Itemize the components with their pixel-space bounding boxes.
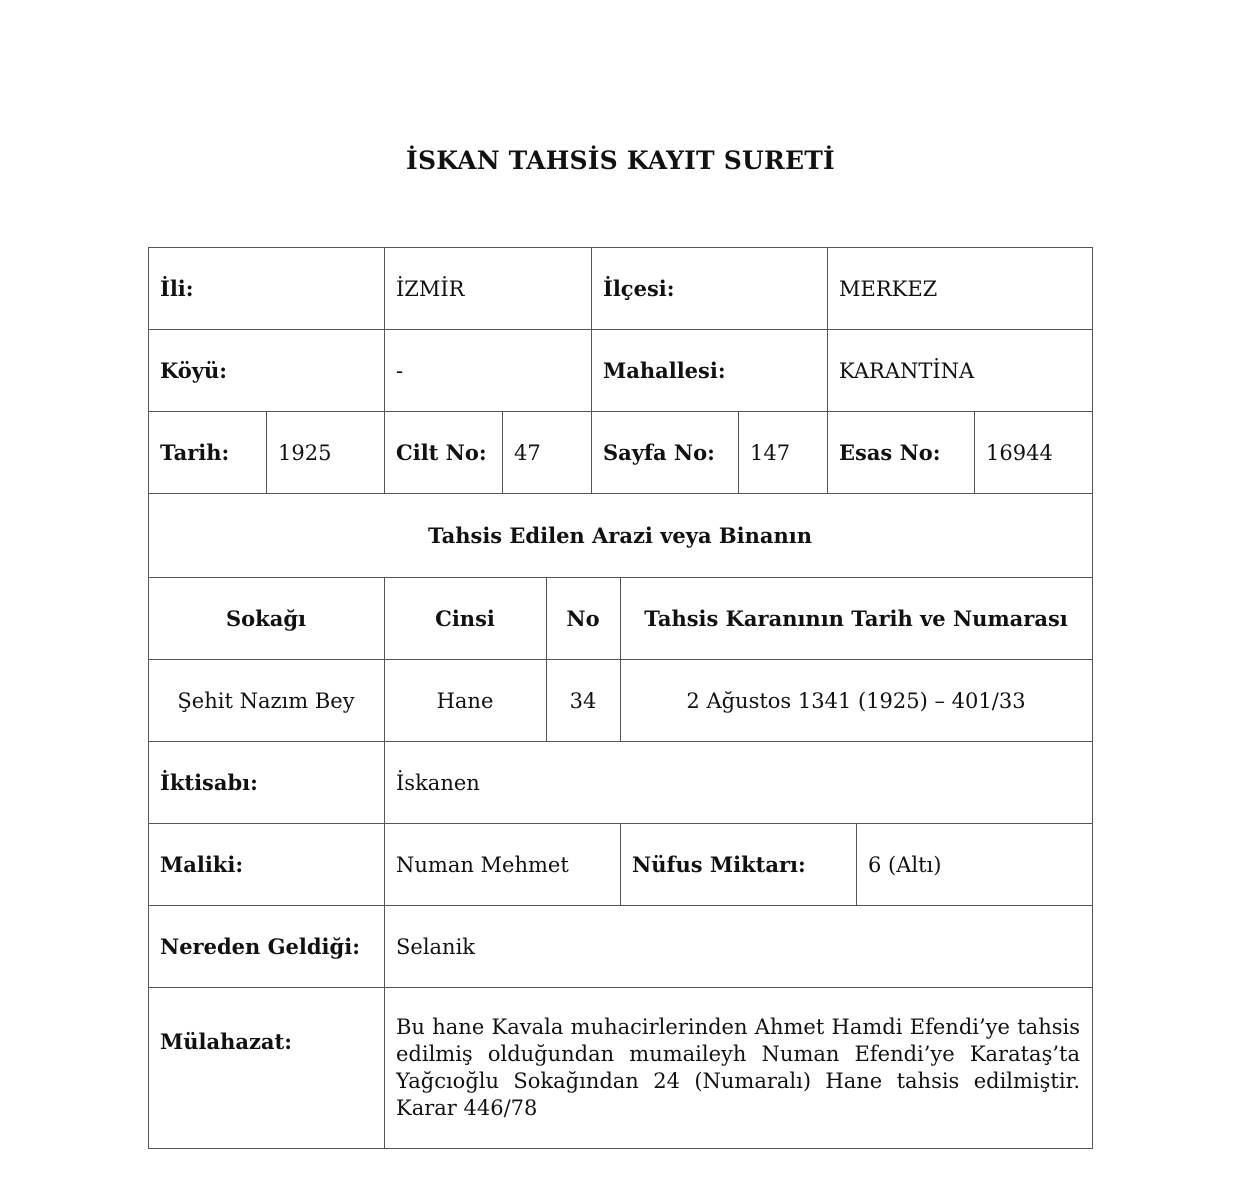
- malik-value: Numan Mehmet: [396, 852, 569, 877]
- nufus-value: 6 (Altı): [868, 852, 942, 877]
- row-cinsi: Hane: [436, 688, 494, 713]
- sayfa-label: Sayfa No:: [603, 440, 715, 465]
- row-sokak: Şehit Nazım Bey: [177, 688, 355, 713]
- tarih-value: 1925: [278, 440, 332, 465]
- allocation-section-title: Tahsis Edilen Arazi veya Binanın: [428, 523, 812, 548]
- il-label: İli:: [160, 276, 194, 301]
- tarih-label: Tarih:: [160, 440, 230, 465]
- esas-value: 16944: [986, 440, 1053, 465]
- cilt-label: Cilt No:: [396, 440, 487, 465]
- header-sokak: Sokağı: [226, 606, 306, 631]
- malik-label: Maliki:: [160, 852, 244, 877]
- row-karar: 2 Ağustos 1341 (1925) – 401/33: [686, 688, 1026, 713]
- sayfa-value: 147: [750, 440, 791, 465]
- nufus-label: Nüfus Miktarı:: [632, 852, 806, 877]
- il-value: İZMİR: [396, 276, 465, 301]
- esas-label: Esas No:: [839, 440, 941, 465]
- mahalle-label: Mahallesi:: [603, 358, 726, 383]
- iktisab-label: İktisabı:: [160, 770, 258, 795]
- document-title: İSKAN TAHSİS KAYIT SURETİ: [406, 146, 835, 175]
- ilce-value: MERKEZ: [839, 276, 938, 301]
- mulahazat-label: Mülahazat:: [160, 1029, 292, 1054]
- cilt-value: 47: [514, 440, 541, 465]
- header-no: No: [566, 606, 600, 631]
- row-no: 34: [569, 688, 597, 713]
- iktisab-value: İskanen: [396, 770, 480, 795]
- header-karar: Tahsis Karanının Tarih ve Numarası: [644, 606, 1068, 631]
- koy-value: -: [396, 358, 404, 383]
- mulahazat-value: Bu hane Kavala muhacirlerinden Ahmet Hamdi Efendi’ye tahsis edilmiş olduğundan mumaileyh Numan Efendi’ye Karataş’ta Yağcıoğlu Sokağından 24 (Numaralı) Hane tahsis edilmiştir. Karar 446/78: [396, 1015, 1080, 1120]
- koy-label: Köyü:: [160, 358, 228, 383]
- nereden-label: Nereden Geldiği:: [160, 934, 360, 959]
- nereden-value: Selanik: [396, 934, 476, 959]
- mahalle-value: KARANTİNA: [839, 358, 975, 383]
- ilce-label: İlçesi:: [603, 276, 675, 301]
- header-cinsi: Cinsi: [435, 606, 495, 631]
